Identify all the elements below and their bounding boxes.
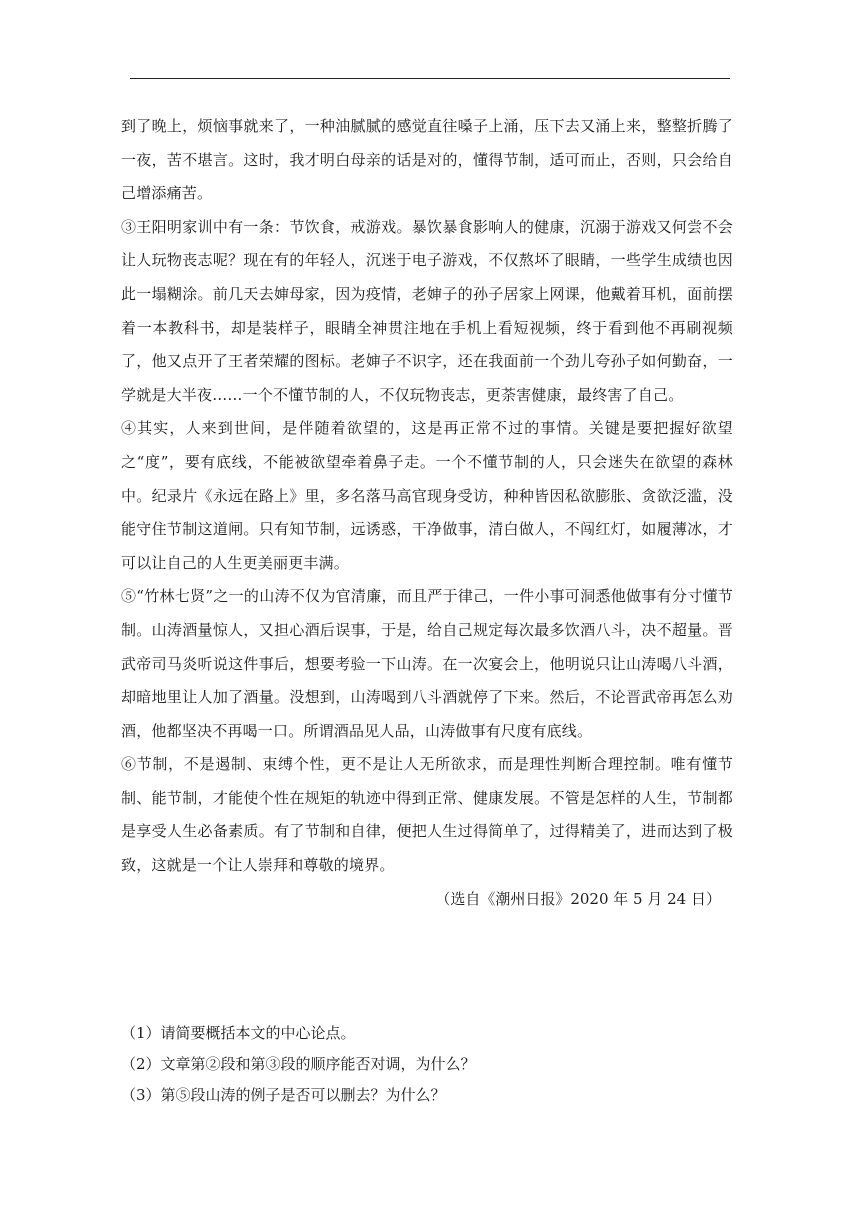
question-3: （3）第⑤段山涛的例子是否可以删去？为什么？ xyxy=(121,1086,446,1104)
paragraph-4: ④其实，人来到世间，是伴随着欲望的，这是再正常不过的事情。关键是要把握好欲望之“度”，要有底线，不能被欲望牵着鼻子走。一个不懂节制的人，只会迷失在欲望的森林中。纪录片《永远在路上》里，多名落马高官现身受访，种种皆因私欲膨胀、贪欲泛滥，没能守住节制这道闸。只有知节制，远诱惑，干净做事，清白做人，不闯红灯，如履薄冰，才可以让自己的人生更美丽更丰满。 xyxy=(121,419,733,572)
header-rule xyxy=(130,78,730,79)
article-body xyxy=(121,110,733,916)
paragraph-5: ⑤“竹林七贤”之一的山涛不仅为官清廉，而且严于律己，一件小事可洞悉他做事有分寸懂节制。山涛酒量惊人，又担心酒后误事，于是，给自己规定每次最多饮酒八斗，决不超量。晋武帝司马炎听说这件事后，想要考验一下山涛。在一次宴会上，他明说只让山涛喝八斗酒，却暗地里让人加了酒量。没想到，山涛喝到八斗酒就停了下来。然后，不论晋武帝再怎么劝酒，他都坚决不再喝一口。所谓酒品见人品，山涛做事有尺度有底线。 xyxy=(121,587,733,740)
paragraph-6: ⑥节制，不是遏制、束缚个性，更不是让人无所欲求，而是理性判断合理控制。唯有懂节制、能节制，才能使个性在规矩的轨迹中得到正常、健康发展。不管是怎样的人生，节制都是享受人生必备素质。有了节制和自律，便把人生过得简单了，过得精美了，进而达到了极致，这就是一个让人崇拜和尊敬的境界。 xyxy=(121,755,733,875)
paragraph-3: ③王阳明家训中有一条：节饮食，戒游戏。暴饮暴食影响人的健康，沉溺于游戏又何尝不会让人玩物丧志呢？现在有的年轻人，沉迷于电子游戏，不仅熬坏了眼睛，一些学生成绩也因此一塌糊涂。前几天去婶母家，因为疫情，老婶子的孙子居家上网课，他戴着耳机，面前摆着一本教科书，却是装样子，眼睛全神贯注地在手机上看短视频，终于看到他不再刷视频了，他又点开了王者荣耀的图标。老婶子不识字，还在我面前一个劲儿夸孙子如何勤奋，一学就是大半夜……一个不懂节制的人，不仅玩物丧志，更荼害健康，最终害了自己。 xyxy=(121,217,733,404)
question-2: （2）文章第②段和第③段的顺序能否对调，为什么？ xyxy=(121,1055,476,1073)
question-1: （1）请简要概括本文的中心论点。 xyxy=(121,1024,356,1042)
source-citation: （选自《潮州日报》2020 年 5 月 24 日） xyxy=(435,889,721,908)
paragraph-2-continued: 到了晚上，烦恼事就来了，一种油腻腻的感觉直往嗓子上涌，压下去又涌上来，整整折腾了一夜，苦不堪言。这时，我才明白母亲的话是对的，懂得节制，适可而止，否则，只会给自己增添痛苦。 xyxy=(121,117,733,203)
question-list xyxy=(121,1018,733,1111)
